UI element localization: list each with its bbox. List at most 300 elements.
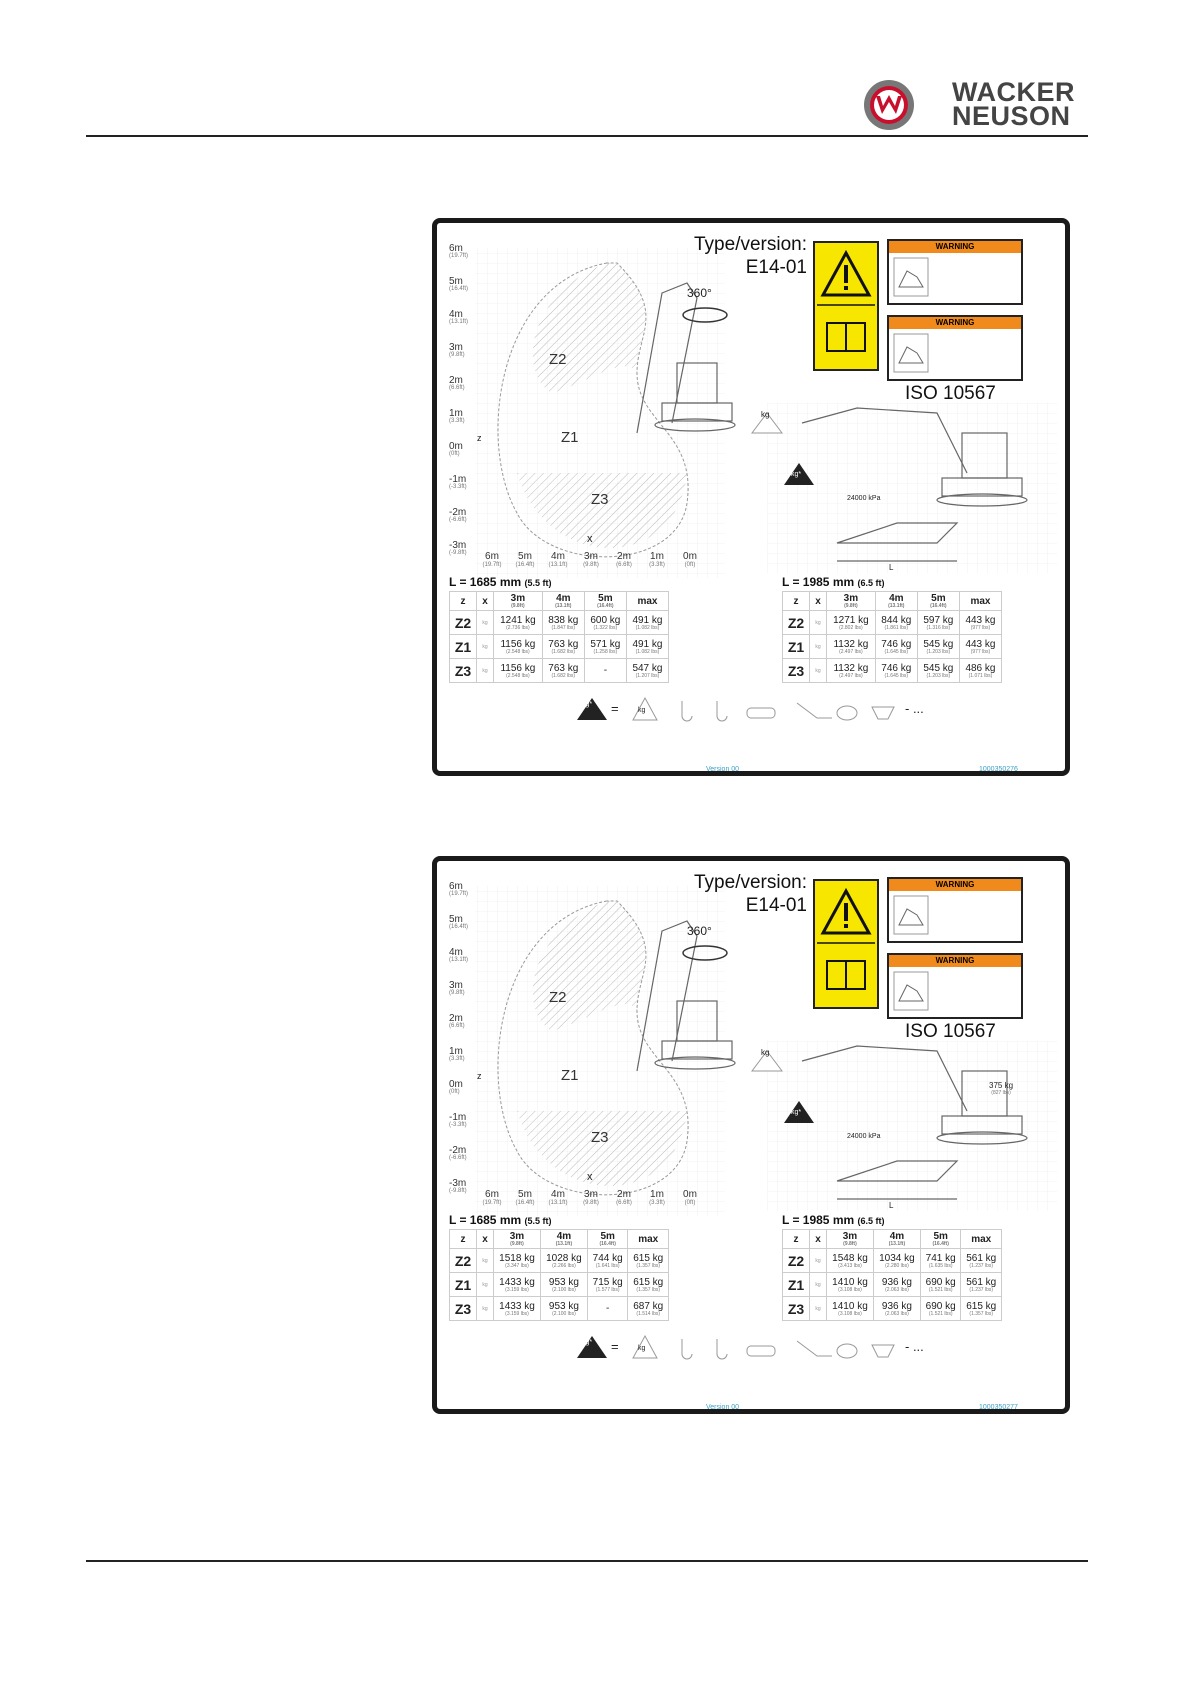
y-tick-unit: (6.6ft)	[449, 1023, 465, 1029]
kg-icon: kg	[477, 611, 494, 635]
x-tick-unit: (16.4ft)	[515, 562, 535, 568]
wacker-neuson-logo-icon	[862, 78, 916, 132]
tip-over-icon	[893, 971, 929, 1011]
y-tick-unit: (0ft)	[449, 1089, 460, 1095]
col-head-unit: (9.8ft)	[510, 1241, 524, 1247]
x-tick-unit: (3.3ft)	[649, 1200, 665, 1206]
load-cell-lbs: (2.100 lbs)	[552, 1286, 576, 1293]
type-version-value: E14-01	[745, 895, 807, 916]
x-tick-label: 1m (3.3ft)	[642, 551, 672, 568]
document-id: 1000350277	[979, 1404, 1018, 1411]
x-tick-label: 1m (3.3ft)	[642, 1189, 672, 1206]
load-table-title: L = 1685 mm (5.5 ft)	[449, 575, 552, 589]
col-head: 3m (9.8ft)	[494, 592, 543, 611]
load-cell-lbs: (3.413 lbs)	[838, 1262, 862, 1269]
load-table-title-unit: (5.5 ft)	[524, 578, 552, 588]
col-head-unit: (13.1ft)	[888, 603, 905, 609]
load-cell-lbs: (1.357 lbs)	[636, 1286, 661, 1293]
load-cell-lbs: (3.347 lbs)	[505, 1262, 529, 1269]
table-row	[450, 635, 669, 659]
load-cell: 443 kg (977 lbs)	[959, 635, 1001, 659]
col-head-unit: (16.4ft)	[597, 603, 614, 609]
load-cell-lbs: (1.645 lbs)	[884, 672, 909, 679]
y-tick-unit: (19.7ft)	[449, 253, 469, 259]
warning-label-title: WARNING	[889, 317, 1021, 329]
load-cell-lbs: (3.108 lbs)	[838, 1310, 862, 1317]
load-cell-lbs: (1.847 lbs)	[551, 624, 576, 631]
load-cell: 545 kg (1.203 lbs)	[917, 659, 959, 683]
load-cell-lbs: (1.357 lbs)	[636, 1262, 661, 1269]
chart-frame	[432, 856, 1070, 1414]
col-head: 5m (16.4ft)	[920, 1230, 961, 1249]
col-head: 5m (16.4ft)	[917, 592, 959, 611]
col-head-unit: (9.8ft)	[843, 1241, 857, 1247]
y-tick-unit: (3.3ft)	[449, 1056, 465, 1062]
x-tick-label: 5m (16.4ft)	[510, 551, 540, 568]
x-tick-unit: (19.7ft)	[482, 1200, 502, 1206]
col-head: max	[626, 592, 668, 611]
warning-label-title: WARNING	[889, 955, 1021, 967]
y-tick-unit: (-9.8ft)	[449, 1188, 467, 1194]
col-head-unit: (9.8ft)	[844, 603, 858, 609]
load-cell-lbs: (1.071 lbs)	[968, 672, 993, 679]
warning-triangle-icon	[815, 881, 877, 1007]
y-tick-unit: (-3.3ft)	[449, 484, 467, 490]
table-row	[783, 1297, 1002, 1321]
load-cell: 1410 kg (3.108 lbs)	[827, 1273, 874, 1297]
load-cell: 443 kg (977 lbs)	[959, 611, 1001, 635]
y-tick-label: 2m (6.6ft)	[449, 1013, 465, 1029]
load-cell-lbs: (1.521 lbs)	[928, 1286, 953, 1293]
kg-icon: kg	[810, 611, 827, 635]
safety-sticker	[813, 241, 879, 371]
load-cell: 615 kg (1.357 lbs)	[628, 1249, 669, 1273]
footer-rule	[86, 1560, 1088, 1562]
load-cell-lbs: (1.861 lbs)	[884, 624, 909, 631]
zone-cell: Z3	[783, 1297, 810, 1321]
z-axis-label: z	[477, 1071, 482, 1081]
y-tick-unit: (-9.8ft)	[449, 550, 467, 556]
warning-label-title: WARNING	[889, 879, 1021, 891]
load-capacity-table	[782, 1229, 1002, 1321]
col-head: 4m (13.1ft)	[540, 1230, 587, 1249]
z-axis-label: z	[477, 433, 482, 443]
kg-icon: kg	[477, 1249, 494, 1273]
load-cell: 838 kg (1.847 lbs)	[542, 611, 584, 635]
footer-kg: kg	[638, 707, 646, 714]
x-tick-unit: (13.1ft)	[548, 562, 568, 568]
y-tick-unit: (3.3ft)	[449, 418, 465, 424]
excavator-lift-icon	[893, 257, 929, 297]
x-tick-unit: (9.8ft)	[583, 562, 599, 568]
x-tick-label: 5m (16.4ft)	[510, 1189, 540, 1206]
kg-icon: kg	[810, 1273, 827, 1297]
y-tick-unit: (9.8ft)	[449, 352, 465, 358]
zone-cell: Z1	[450, 1273, 477, 1297]
y-tick-unit: (19.7ft)	[449, 891, 469, 897]
load-cell: -	[584, 659, 626, 683]
zone-label-z3: Z3	[591, 491, 609, 508]
chart-grid	[437, 861, 1065, 1409]
ellipsis: - ...	[905, 701, 924, 716]
load-table-title: L = 1985 mm (6.5 ft)	[782, 575, 885, 589]
y-tick-label: 6m (19.7ft)	[449, 881, 469, 897]
load-table-title-unit: (5.5 ft)	[524, 1216, 552, 1226]
load-cell-lbs: (1.082 lbs)	[635, 648, 660, 655]
load-cell: 687 kg (1.514 lbs)	[628, 1297, 669, 1321]
load-cell-lbs: (2.280 lbs)	[885, 1262, 909, 1269]
type-version	[687, 871, 807, 917]
kg-star-label: kg*	[791, 1109, 802, 1116]
x-tick-label: 3m (9.8ft)	[576, 551, 606, 568]
table-row	[783, 659, 1002, 683]
header-rule	[86, 135, 1088, 137]
type-version-value: E14-01	[745, 257, 807, 278]
zone-cell: Z2	[450, 611, 477, 635]
col-head-unit: (13.1ft)	[555, 603, 572, 609]
table-row	[450, 1249, 669, 1273]
y-tick-label: 1m (3.3ft)	[449, 1046, 465, 1062]
load-cell: 486 kg (1.071 lbs)	[959, 659, 1001, 683]
x-tick-unit: (0ft)	[684, 562, 696, 568]
type-version	[687, 233, 807, 279]
chart-grid	[437, 223, 1065, 771]
load-cell: 744 kg (1.641 lbs)	[587, 1249, 628, 1273]
load-cell: 1548 kg (3.413 lbs)	[827, 1249, 874, 1273]
col-head-x: x	[477, 1230, 494, 1249]
col-head: 4m (13.1ft)	[873, 1230, 920, 1249]
load-cell-lbs: (2.100 lbs)	[552, 1310, 576, 1317]
load-capacity-table	[449, 591, 669, 683]
safety-sticker	[813, 879, 879, 1009]
load-cell: 561 kg (1.237 lbs)	[961, 1273, 1002, 1297]
table-row	[783, 1273, 1002, 1297]
y-tick-label: -2m (-6.6ft)	[449, 507, 467, 523]
document-id: 1000350276	[979, 766, 1018, 773]
zone-label-z1: Z1	[561, 1067, 579, 1084]
y-tick-label: -3m (-9.8ft)	[449, 540, 467, 556]
load-cell: 936 kg (2.063 lbs)	[873, 1297, 920, 1321]
x-tick-label: 3m (9.8ft)	[576, 1189, 606, 1206]
x-tick-label: 2m (6.6ft)	[609, 551, 639, 568]
x-tick-label: 6m (19.7ft)	[477, 551, 507, 568]
load-chart-1	[424, 210, 1076, 778]
type-version-label: Type/version:	[694, 234, 807, 255]
col-head: 4m (13.1ft)	[875, 592, 917, 611]
col-head: 3m (9.8ft)	[494, 1230, 541, 1249]
load-cell-lbs: (2.548 lbs)	[506, 672, 530, 679]
y-tick-label: -3m (-9.8ft)	[449, 1178, 467, 1194]
y-tick-label: -1m (-3.3ft)	[449, 1112, 467, 1128]
load-cell-lbs: (1.577 lbs)	[595, 1286, 620, 1293]
load-cell: 561 kg (1.237 lbs)	[961, 1249, 1002, 1273]
load-cell: 491 kg (1.082 lbs)	[626, 635, 668, 659]
col-head: 3m (9.8ft)	[827, 592, 876, 611]
zone-cell: Z3	[450, 659, 477, 683]
y-tick-unit: (13.1ft)	[449, 957, 469, 963]
load-chart-2	[424, 848, 1076, 1416]
col-head: max	[628, 1230, 669, 1249]
load-table-title-unit: (6.5 ft)	[857, 578, 885, 588]
load-cell-lbs: (1.645 lbs)	[884, 648, 909, 655]
load-cell-lbs: (2.497 lbs)	[839, 648, 863, 655]
zone-cell: Z2	[783, 611, 810, 635]
load-cell: 1034 kg (2.280 lbs)	[873, 1249, 920, 1273]
load-cell: 615 kg (1.357 lbs)	[628, 1273, 669, 1297]
version-label: Version 00	[706, 1404, 740, 1411]
load-cell: 1028 kg (2.266 lbs)	[540, 1249, 587, 1273]
footer-kg-star: kg*	[582, 1339, 593, 1346]
col-head-z: z	[450, 1230, 477, 1249]
warning-label-2	[887, 315, 1023, 381]
iso-standard: ISO 10567	[905, 383, 996, 404]
load-cell: 1433 kg (3.159 lbs)	[494, 1297, 541, 1321]
col-head-unit: (9.8ft)	[511, 603, 525, 609]
kg-icon: kg	[810, 635, 827, 659]
excavator-lift-icon	[893, 895, 929, 935]
y-tick-unit: (6.6ft)	[449, 385, 465, 391]
y-tick-label: 2m (6.6ft)	[449, 375, 465, 391]
footer-kg-star: kg*	[582, 701, 593, 708]
brand-line-2: NEUSON	[952, 101, 1071, 131]
load-cell-lbs: (1.357 lbs)	[969, 1310, 994, 1317]
zone-cell: Z1	[783, 1273, 810, 1297]
load-cell-lbs: (2.736 lbs)	[506, 624, 530, 631]
load-cell-lbs: (1.207 lbs)	[635, 672, 660, 679]
load-cell-lbs: (1.682 lbs)	[551, 672, 576, 679]
x-tick-unit: (13.1ft)	[548, 1200, 568, 1206]
load-cell-lbs: (1.641 lbs)	[595, 1262, 620, 1269]
y-tick-unit: (-6.6ft)	[449, 1155, 467, 1161]
kg-icon: kg	[477, 1297, 494, 1321]
kg-label: kg	[761, 1048, 770, 1057]
load-cell: 571 kg (1.258 lbs)	[584, 635, 626, 659]
x-tick-unit: (9.8ft)	[583, 1200, 599, 1206]
zone-cell: Z3	[450, 1297, 477, 1321]
load-cell-lbs: (3.159 lbs)	[505, 1286, 529, 1293]
x-tick-unit: (19.7ft)	[482, 562, 502, 568]
y-tick-label: 5m (16.4ft)	[449, 276, 469, 292]
y-tick-label: 1m (3.3ft)	[449, 408, 465, 424]
col-head-z: z	[783, 592, 810, 611]
x-axis-label: x	[587, 1171, 593, 1183]
col-head: 3m (9.8ft)	[827, 1230, 874, 1249]
load-cell: 844 kg (1.861 lbs)	[875, 611, 917, 635]
load-cell-lbs: (1.082 lbs)	[635, 624, 660, 631]
y-tick-label: 6m (19.7ft)	[449, 243, 469, 259]
kg-label: kg	[761, 410, 770, 419]
load-cell-lbs: (1.514 lbs)	[636, 1310, 661, 1317]
ground-pressure: 24000 kPa	[847, 495, 881, 502]
y-tick-unit: (0ft)	[449, 451, 460, 457]
load-cell-lbs: (1.322 lbs)	[593, 624, 618, 631]
load-cell: 545 kg (1.203 lbs)	[917, 635, 959, 659]
x-tick-label: 0m (0ft)	[675, 551, 705, 568]
load-cell: 690 kg (1.521 lbs)	[920, 1297, 961, 1321]
load-table-title: L = 1985 mm (6.5 ft)	[782, 1213, 885, 1227]
x-tick-label: 4m (13.1ft)	[543, 1189, 573, 1206]
equals-sign: =	[611, 1339, 619, 1354]
length-label: L	[889, 1201, 894, 1210]
kg-icon: kg	[810, 1297, 827, 1321]
load-cell: 491 kg (1.082 lbs)	[626, 611, 668, 635]
col-head-x: x	[810, 592, 827, 611]
warning-triangle-icon	[815, 243, 877, 369]
load-cell: 1156 kg (2.548 lbs)	[494, 635, 543, 659]
y-tick-unit: (13.1ft)	[449, 319, 469, 325]
zone-cell: Z1	[783, 635, 810, 659]
load-cell-lbs: (1.682 lbs)	[551, 648, 576, 655]
col-head-x: x	[810, 1230, 827, 1249]
zone-label-z3: Z3	[591, 1129, 609, 1146]
load-cell: 1241 kg (2.736 lbs)	[494, 611, 543, 635]
col-head: max	[961, 1230, 1002, 1249]
table-row	[783, 635, 1002, 659]
y-tick-label: 0m (0ft)	[449, 441, 463, 457]
x-tick-unit: (3.3ft)	[649, 562, 665, 568]
col-head-unit: (13.1ft)	[555, 1241, 573, 1247]
col-head-x: x	[477, 592, 494, 611]
warning-label-1	[887, 239, 1023, 305]
load-cell-lbs: (3.159 lbs)	[505, 1310, 529, 1317]
col-head-z: z	[783, 1230, 810, 1249]
load-cell-lbs: (3.108 lbs)	[838, 1286, 862, 1293]
counterweight-value: 375 kg	[989, 1081, 1014, 1090]
load-cell-lbs: (2.063 lbs)	[885, 1310, 909, 1317]
y-tick-label: 3m (9.8ft)	[449, 342, 465, 358]
y-tick-unit: (16.4ft)	[449, 286, 469, 292]
load-cell: 953 kg (2.100 lbs)	[540, 1297, 587, 1321]
load-cell: 1518 kg (3.347 lbs)	[494, 1249, 541, 1273]
load-cell-lbs: (2.548 lbs)	[506, 648, 530, 655]
load-capacity-table	[449, 1229, 669, 1321]
table-row	[450, 1297, 669, 1321]
rotation-label: 360°	[687, 924, 712, 938]
warning-label-2	[887, 953, 1023, 1019]
table-row	[450, 611, 669, 635]
y-tick-label: 3m (9.8ft)	[449, 980, 465, 996]
table-row	[783, 611, 1002, 635]
load-cell: 763 kg (1.682 lbs)	[542, 659, 584, 683]
y-tick-label: 0m (0ft)	[449, 1079, 463, 1095]
x-tick-unit: (0ft)	[684, 1200, 696, 1206]
zone-cell: Z2	[450, 1249, 477, 1273]
load-cell: 741 kg (1.635 lbs)	[920, 1249, 961, 1273]
load-cell: 715 kg (1.577 lbs)	[587, 1273, 628, 1297]
load-cell-lbs: (2.802 lbs)	[839, 624, 863, 631]
warning-label-title: WARNING	[889, 241, 1021, 253]
load-cell-lbs: (1.258 lbs)	[593, 648, 618, 655]
load-table-title-unit: (6.5 ft)	[857, 1216, 885, 1226]
y-tick-unit: (-3.3ft)	[449, 1122, 467, 1128]
zone-cell: Z1	[450, 635, 477, 659]
kg-icon: kg	[810, 1249, 827, 1273]
x-tick-label: 4m (13.1ft)	[543, 551, 573, 568]
col-head: max	[959, 592, 1001, 611]
load-cell: 597 kg (1.316 lbs)	[917, 611, 959, 635]
load-cell-lbs: (1.237 lbs)	[969, 1286, 994, 1293]
kg-icon: kg	[477, 635, 494, 659]
y-tick-label: -1m (-3.3ft)	[449, 474, 467, 490]
counterweight-unit: (827 lbs)	[991, 1090, 1011, 1096]
load-cell: 615 kg (1.357 lbs)	[961, 1297, 1002, 1321]
footer-kg: kg	[638, 1345, 646, 1352]
load-cell: -	[587, 1297, 628, 1321]
y-tick-label: 4m (13.1ft)	[449, 309, 469, 325]
load-cell: 953 kg (2.100 lbs)	[540, 1273, 587, 1297]
iso-standard: ISO 10567	[905, 1021, 996, 1042]
load-cell-lbs: (2.063 lbs)	[885, 1286, 909, 1293]
load-cell-lbs: (977 lbs)	[970, 648, 991, 655]
load-table-title: L = 1685 mm (5.5 ft)	[449, 1213, 552, 1227]
load-cell: 1156 kg (2.548 lbs)	[494, 659, 543, 683]
zone-cell: Z2	[783, 1249, 810, 1273]
col-head-z: z	[450, 592, 477, 611]
kg-icon: kg	[477, 1273, 494, 1297]
load-cell: 746 kg (1.645 lbs)	[875, 635, 917, 659]
x-tick-unit: (6.6ft)	[616, 1200, 632, 1206]
load-cell-lbs: (977 lbs)	[970, 624, 991, 631]
kg-icon: kg	[810, 659, 827, 683]
load-cell: 547 kg (1.207 lbs)	[626, 659, 668, 683]
x-tick-unit: (16.4ft)	[515, 1200, 535, 1206]
zone-cell: Z3	[783, 659, 810, 683]
equals-sign: =	[611, 701, 619, 716]
brand-line-1: WACKER	[952, 77, 1075, 107]
table-row	[783, 1249, 1002, 1273]
col-head-unit: (16.4ft)	[930, 603, 947, 609]
y-tick-label: 4m (13.1ft)	[449, 947, 469, 963]
load-cell: 763 kg (1.682 lbs)	[542, 635, 584, 659]
table-row	[450, 659, 669, 683]
version-label: Version 00	[706, 766, 740, 773]
zone-label-z1: Z1	[561, 429, 579, 446]
counterweight-label	[989, 1081, 1013, 1096]
load-cell: 690 kg (1.521 lbs)	[920, 1273, 961, 1297]
brand-name	[952, 77, 1075, 131]
load-cell: 1433 kg (3.159 lbs)	[494, 1273, 541, 1297]
load-cell: 600 kg (1.322 lbs)	[584, 611, 626, 635]
load-cell: 1410 kg (3.108 lbs)	[827, 1297, 874, 1321]
x-tick-label: 6m (19.7ft)	[477, 1189, 507, 1206]
tip-over-icon	[893, 333, 929, 373]
load-cell: 1132 kg (2.497 lbs)	[827, 659, 876, 683]
col-head-unit: (16.4ft)	[599, 1241, 616, 1247]
y-tick-label: -2m (-6.6ft)	[449, 1145, 467, 1161]
load-cell: 1271 kg (2.802 lbs)	[827, 611, 876, 635]
table-row	[450, 1273, 669, 1297]
type-version-label: Type/version:	[694, 872, 807, 893]
col-head: 5m (16.4ft)	[587, 1230, 628, 1249]
load-cell-lbs: (1.635 lbs)	[928, 1262, 953, 1269]
load-capacity-table	[782, 591, 1002, 683]
y-tick-unit: (9.8ft)	[449, 990, 465, 996]
load-cell: 746 kg (1.645 lbs)	[875, 659, 917, 683]
chart-frame	[432, 218, 1070, 776]
load-cell-lbs: (1.203 lbs)	[926, 648, 951, 655]
load-cell: 1132 kg (2.497 lbs)	[827, 635, 876, 659]
load-cell-lbs: (1.237 lbs)	[969, 1262, 994, 1269]
load-cell-lbs: (1.203 lbs)	[926, 672, 951, 679]
zone-label-z2: Z2	[549, 989, 567, 1006]
x-axis-label: x	[587, 533, 593, 545]
load-cell-lbs: (1.521 lbs)	[928, 1310, 953, 1317]
rotation-label: 360°	[687, 286, 712, 300]
x-tick-label: 0m (0ft)	[675, 1189, 705, 1206]
load-cell-lbs: (2.266 lbs)	[552, 1262, 576, 1269]
kg-icon: kg	[477, 659, 494, 683]
ellipsis: - ...	[905, 1339, 924, 1354]
